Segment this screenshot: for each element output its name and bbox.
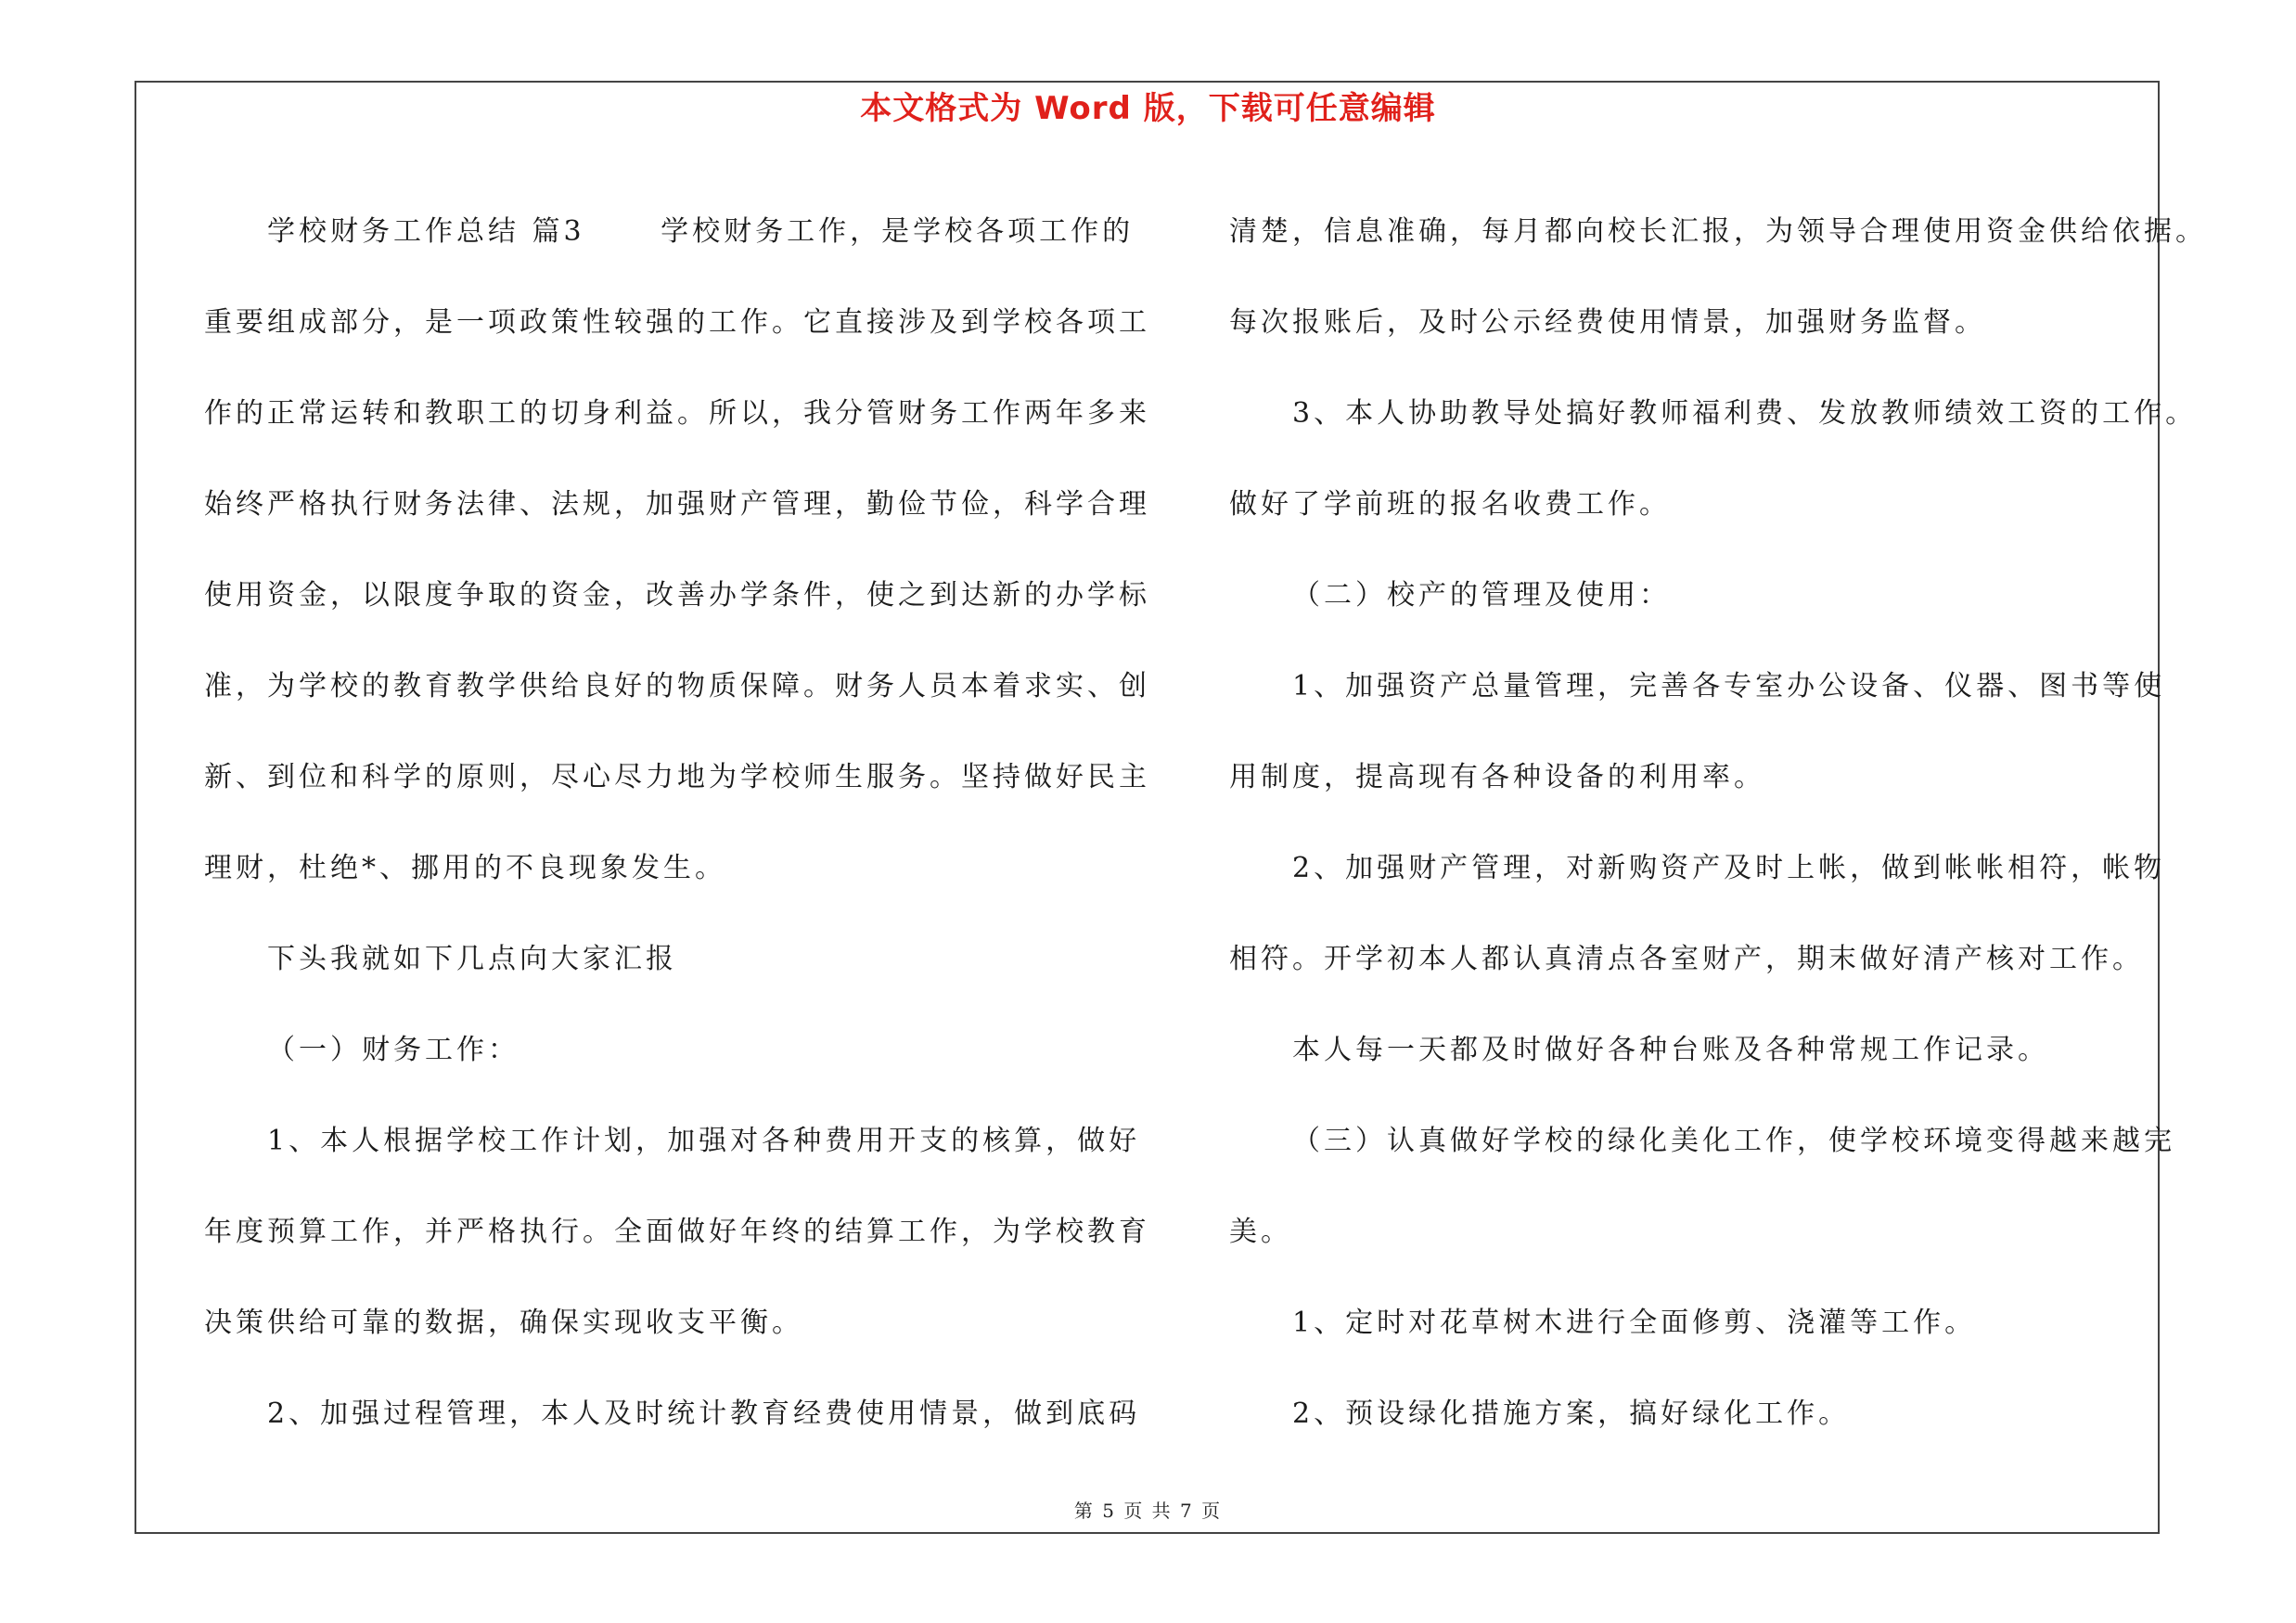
section-heading: （三）认真做好学校的绿化美化工作，使学校环境变得越来越完 [1292,1125,2175,1157]
section-heading: （二）校产的管理及使用： [1292,579,1671,612]
paragraph-line: 美。 [1229,1216,1292,1248]
paragraph-line: 3、本人协助教导处搞好教师福利费、发放教师绩效工资的工作。 [1292,397,2198,430]
paragraph-line: 2、加强过程管理，本人及时统计教育经费使用情景，做到底码 [267,1398,1141,1430]
paragraph-line: 清楚，信息准确，每月都向校长汇报，为领导合理使用资金供给依据。 [1229,215,2207,248]
right-text-column [1229,187,2207,1460]
paragraph-line: 相符。开学初本人都认真清点各室财产，期末做好清产核对工作。 [1229,943,2144,975]
paragraph-line: 1、定时对花草树木进行全面修剪、浇灌等工作。 [1292,1307,1977,1339]
paragraph-line: 决策供给可靠的数据，确保实现收支平衡。 [204,1307,803,1339]
paragraph-line: 新、到位和科学的原则，尽心尽力地为学校师生服务。坚持做好民主 [204,761,1150,793]
paragraph-line: 使用资金，以限度争取的资金，改善办学条件，使之到达新的办学标 [204,579,1150,612]
page-number-footer: 第 5 页 共 7 页 [1073,1500,1223,1522]
paragraph-line: 作的正常运转和教职工的切身利益。所以，我分管财务工作两年多来 [204,397,1150,430]
document-header: 本文格式为 Word 版，下载可任意编辑 [860,90,1436,127]
paragraph-line: 年度预算工作，并严格执行。全面做好年终的结算工作，为学校教育 [204,1216,1150,1248]
paragraph-line: 每次报账后，及时公示经费使用情景，加强财务监督。 [1229,306,1986,339]
paragraph-line: 2、预设绿化措施方案，搞好绿化工作。 [1292,1398,1851,1430]
paragraph-line: 1、本人根据学校工作计划，加强对各种费用开支的核算，做好 [267,1125,1141,1157]
section-heading: （一）财务工作： [267,1034,519,1066]
left-text-column [204,187,1150,1460]
paragraph-line: 始终严格执行财务法律、法规，加强财产管理，勤俭节俭，科学合理 [204,488,1150,521]
paragraph-line: 理财，杜绝*、挪用的不良现象发生。 [204,852,726,884]
paragraph-line: 用制度，提高现有各种设备的利用率。 [1229,761,1765,793]
paragraph-line: 准，为学校的教育教学供给良好的物质保障。财务人员本着求实、创 [204,670,1150,702]
paragraph-line: 2、加强财产管理，对新购资产及时上帐，做到帐帐相符，帐物 [1292,852,2166,884]
paragraph-line: 重要组成部分，是一项政策性较强的工作。它直接涉及到学校各项工 [204,306,1150,339]
paragraph-line: 下头我就如下几点向大家汇报 [267,943,677,975]
paragraph-line: 做好了学前班的报名收费工作。 [1229,488,1671,521]
paragraph-line: 本人每一天都及时做好各种台账及各种常规工作记录。 [1292,1034,2049,1066]
paragraph-line: 1、加强资产总量管理，完善各专室办公设备、仪器、图书等使 [1292,670,2166,702]
paragraph-line: 学校财务工作总结 篇3 学校财务工作，是学校各项工作的 [267,215,1135,248]
